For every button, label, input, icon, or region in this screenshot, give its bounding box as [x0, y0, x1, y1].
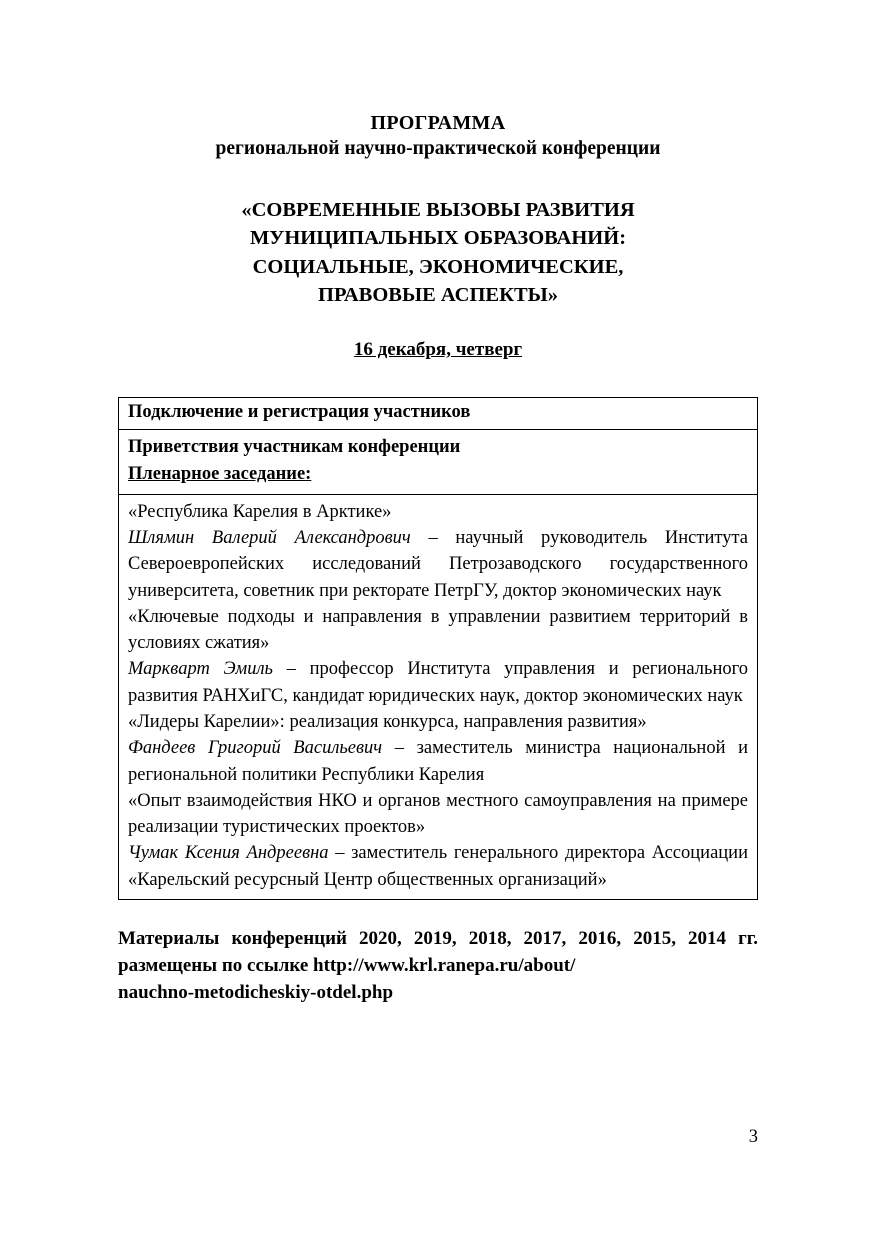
entry-description: – заместитель министра национальной и региональной политики Республики Карелия	[128, 738, 748, 785]
program-entry	[128, 788, 748, 893]
document-title-main: ПРОГРАММА	[370, 112, 506, 134]
conference-date: 16 декабря, четверг	[353, 339, 523, 361]
title-block	[118, 110, 758, 361]
entry-description: – профессор Института управления и регионального развития РАНХиГС, кандидат юридических наук, доктор экономических наук	[128, 659, 748, 706]
entry-person: Шлямин Валерий Александрович	[128, 528, 411, 549]
conference-title-line-3: СОЦИАЛЬНЫЕ, ЭКОНОМИЧЕСКИЕ,	[252, 255, 624, 278]
table-row-entries	[119, 494, 758, 899]
table-row-header	[119, 398, 758, 430]
entry-topic: «Ключевые подходы и направления в управлении развитием территорий в условиях сжатия»	[128, 606, 748, 654]
conference-title-line-4: ПРАВОВЫЕ АСПЕКТЫ»	[318, 283, 558, 306]
conference-title-line-2: МУНИЦИПАЛЬНЫХ ОБРАЗОВАНИЙ:	[249, 227, 627, 250]
program-entry	[128, 604, 748, 709]
entry-topic: «Лидеры Карелии»: реализация конкурса, направления развития»	[128, 712, 647, 732]
closing-note-link-tail: nauchno-metodicheskiy-otdel.php	[118, 981, 394, 1003]
conference-title	[118, 196, 758, 309]
entry-topic: «Опыт взаимодействия НКО и органов местного самоуправления на примере реализации туристических проектов»	[128, 790, 748, 838]
program-entry	[128, 709, 748, 788]
page-number: 3	[748, 1127, 758, 1147]
conference-title-line-1: «СОВРЕМЕННЫЕ ВЫЗОВЫ РАЗВИТИЯ	[241, 199, 635, 222]
document-title-sub: региональной научно-практической конференции	[215, 138, 661, 160]
table-header-cell: Подключение и регистрация участников	[119, 398, 758, 430]
section-plenary: Пленарное заседание:	[128, 464, 312, 485]
closing-note-text: Материалы конференций 2020, 2019, 2018, 2017, 2016, 2015, 2014 гг. размещены по ссылке http://www.krl.ranepa.ru/about/	[118, 927, 758, 976]
entry-person: Маркварт Эмиль	[128, 659, 273, 680]
entry-person: Чумак Ксения Андреевна	[128, 843, 329, 864]
closing-note	[118, 926, 758, 1007]
program-table	[118, 397, 758, 900]
entry-description: – заместитель генерального директора Ассоциации «Карельский ресурсный Центр общественных организаций»	[128, 843, 748, 890]
entry-person: Фандеев Григорий Васильевич	[128, 738, 383, 759]
program-entry	[128, 499, 748, 604]
table-row-sections	[119, 430, 758, 495]
entry-description: – научный руководитель Института Североевропейских исследований Петрозаводского государственного университета, советник при ректорате ПетрГУ, доктор экономических наук	[128, 528, 748, 601]
entry-topic: «Республика Карелия в Арктике»	[128, 501, 392, 522]
section-greetings: Приветствия участникам конференции	[128, 437, 461, 458]
